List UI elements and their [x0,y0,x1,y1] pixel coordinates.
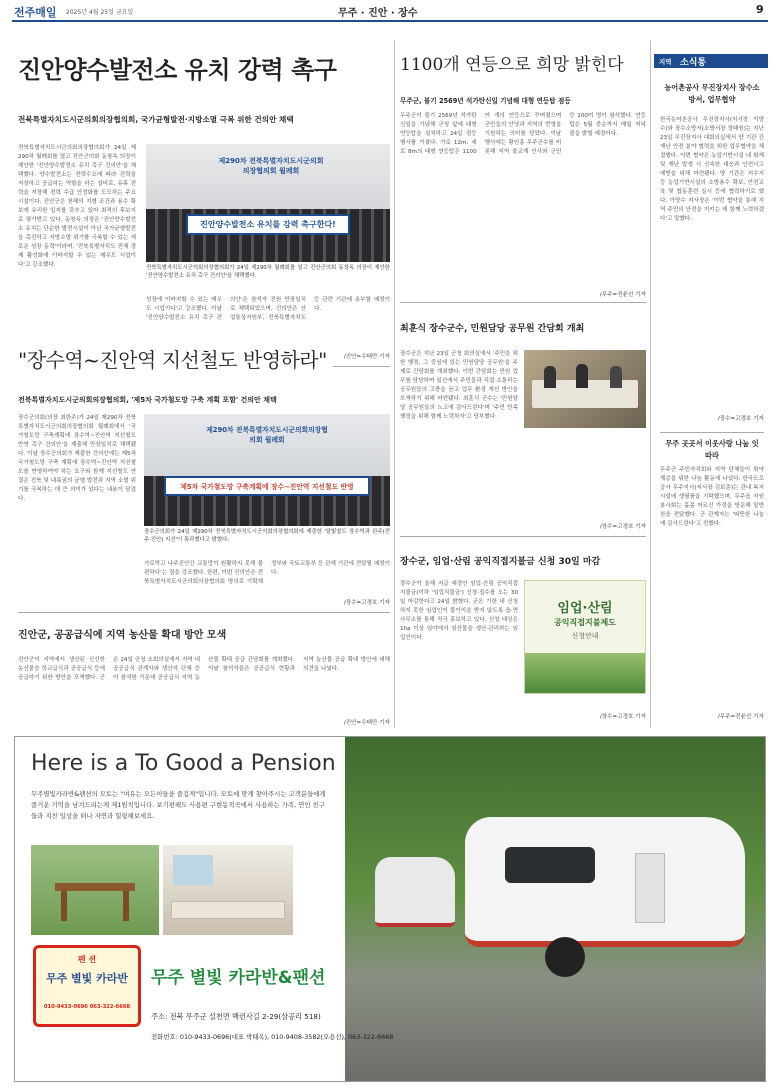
article1-subtitle: 전북특별자치도시군의회의장협의회, 국가균형발전·지방소멸 극복 위한 건의안 채택 [18,115,294,124]
ad-description: 무주별빛카라반&팬션의 모토는 "여유는 모든이들을 즐겁게"입니다. 모토에 맞게 찾아주시는 고객분들에게 즐거운 기억을 남겨드리는게 제1원칙입니다. 보기편해도 사용편 구현동적곡에서 사용하는 가족, 연인 친구들과 지친 일상을 떠나 자연과 힐링해보세요. [31,790,326,820]
ad-sign-name: 무주 별빛 카라반 [45,972,129,985]
pension-ad [14,736,766,1082]
article1-photo-banner-top: 제290차 전북특별자치도시군의회의장협의회 월례회 [218,157,324,175]
article3-title: 진안군, 공공급식에 지역 농산물 확대 방안 모색 [18,630,227,641]
ad-sign-small: 펜 션 [77,955,97,964]
article1-body-left: 전북특별자치도시군의회의장협의회가 24일 제290차 월례회를 열고 진안군의회 동창옥 의장이 제안한 '진안양수발전소 유치 촉구 건의안'을 채택했다. 양수발전소는 전력수요에 따라 전력을 저장하고 공급하는 역할을 하는 설비로, 유휴 전력을 저장해 전력 수급 안정화를 도모하는 주요 시설이다. 진안군은 천혜의 지형 조건과 용수 확보에 유리한 입지를 갖추고 있어 최적의 후보지로 평가받고 있다. 동창옥 의장은 '진안양수발전소 유치는 단순한 발전시설이 아닌 국가균형발전을 촉진하고 지방소멸 위기를 극복할 수 있는 새로운 성장 동력'이라며, '전북특별자치도 전체 경제 활성화에 이바지할 수 있는 매우도 시업이다'고 강조했다. [18,145,136,268]
sidebar-tag: 지역 [659,58,672,66]
article5-byline: /장수=고경호 기자 [599,524,646,530]
article1-photo [146,144,390,262]
article6-poster [524,580,646,694]
ad-photo-caravans [345,737,766,1082]
article2-body-left: 장수군의회(의장 최한주)가 24일 제290차 전북특별자치도시군의회의장협의회 월례회에서 '국가철도망 구축계획에 장수역~진안역 지선철도 반영 촉구 건의안'을 제출해 만장일치로 채택됐다. 이날 장수군의회가 제출한 건의안에는 제5차 국가철도망 구축 계획에 장수역~진안역 지선철도를 반영하여야 하는 요구와 함께 지선철도 연결은 전북 및 내륙권의 균형 발전과 지역 소멸 위기를 극복하는 데 큰 의미가 있다는 내용이 담겼다. [18,415,136,502]
sidebar-item1-title: 농어촌공사 무진장지사 장수소방서, 업무협약 [664,83,760,104]
article6-poster-title: 임업·산림 [557,601,613,616]
page-number: 9 [756,3,764,16]
article4-body: 무주군이 불기 2569년 석가탄신일을 기념해 군청 앞에 대형 연등탑을 설치하고 24일 점등 행사를 가졌다. 가로 12m, 세로 8m의 대형 연등탑은 1100여 개의 연등으로 꾸며졌으며 군민들의 안녕과 지역의 번영을 기원하는 의미를 담았다. 이날 행사에는 황인홍 무주군수를 비롯해 지역 불교계 인사와 군민 등 100여 명이 참석했다. 연등탑은 5월 중순까지 매일 저녁 불을 밝힐 예정이다. [400,113,646,155]
paper-name: 전주매일 [14,6,57,19]
article5-body-left: 장수군은 지난 23일 군청 회의실에서 '주민을 위한 행정, 그 중심에 있는 민원담당 공무원'을 주제로 간담회를 개최했다. 이번 간담회는 민원 업무를 담당하며 일선에서 주민들과 직접 소통하는 공무원들의 고충을 듣고 업무 환경 개선 방안을 모색하기 위해 마련됐다. 최훈식 군수는 '민원담당 공무원들의 노고에 감사드린다'며 '주민 만족 행정을 위해 함께 노력하자'고 당부했다. [400,351,518,420]
ad-photo-picnic [31,845,159,935]
article3-body: 진안군이 지역에서 생산된 신선한 농산물을 학교급식과 공공급식 등에 공급하기 위한 방안을 모색했다. 군은 24일 군청 소회의실에서 지역 내 공공급식 관계자와 생산자 단체 등이 참석한 가운데 공공급식 지역 농산물 확대 공급 간담회를 개최했다. 이날 참석자들은 공공급식 현황과 지역 농산물 공급 확대 방안에 대해 의견을 나눴다. [18,657,390,681]
article2-photo-banner-main: 제5차 국가철도망 구축계획에 장수~진안역 지선철도 반영 [164,476,370,496]
article2-byline: /장수=고경호 기자 [343,600,390,606]
sidebar-header-title: 소식통 [680,58,707,68]
article2-body-mid: 가로막고 나주진안간 교통망이 원활하지 못해 불편하다'는 점을 강조했다. 한편, 이번 건의안은 전북특별자치도시군의회의장협의회 명의로 기획재정부와 국토교통부 등 관계 기관에 전달될 예정이다. [144,561,390,585]
ad-sign [33,945,141,1027]
ad-photo-interior [163,845,293,935]
article6-poster-subtitle: 공익직접지불제도 [554,618,616,627]
ad-brand: 무주 별빛 카라반&팬션 [151,968,326,988]
ad-phone: 전화번호: 010-9433-0696(대표 박태옥), 010-9408-3582(오용선), 063-322-6668 [151,1033,394,1041]
ad-sign-phone: 010-9433-0696 063-322-6668 [43,1004,131,1010]
ad-headline: Here is a To Good a Pension [31,751,336,776]
sidebar-item1-body: 한국농어촌공사 무진장지사(지사장 이양수)와 장수소방서(소방서장 정태원)는 지난 23일 무진장지사 대회의실에서 양 기관 간 재난 안전 분야 협력을 위한 업무협약을 체결했다. 이번 협약은 농업기반시설 내 화재 및 재난 발생 시 신속한 대응과 안전사고 예방을 위해 마련됐다. 양 기관은 저수지 등 농업기반시설의 소방용수 확보, 안전교육 및 합동훈련 실시 등에 협력하기로 했다. 이양수 지사장은 '이번 협약을 통해 지역 주민의 안전을 지키는 데 함께 노력하겠다'고 말했다. [660,117,764,222]
article3-byline: /진안=우태만 기자 [343,720,390,726]
article6-body: 장수군이 올해 지급 예정인 임업·산림 공익직접지불금(이하 '임업직불금') 신청·접수를 오는 30일 마감한다고 24일 밝혔다. 군은 기한 내 신청하지 못한 임업인이 불이익을 받지 않도록 읍·면사무소를 통해 적극 홍보하고 있다. 신청 대상은 1ha 이상 임야에서 임산물을 생산·관리하는 임업인이다. [400,581,518,641]
article4-byline: /무주=전윤선 기자 [599,292,646,298]
masthead [0,0,778,20]
ad-address: 주소: 전북 무주군 설천면 백련사길 2-29(삼공리 518) [151,1012,321,1021]
article1-body-right: 성장에 이바지할 수 있는 매우도 시업이다'고 강조했다. 이날 '진안양수발전소 유치 촉구 건의안'은 참석자 전원 만장일치로 채택되었으며, 건의안은 산업통상자원부, 전북특별자치도 등 관련 기관에 송부할 예정이다. [146,297,390,321]
article2-photo-banner-top: 제290차 전북특별자치도시군의회의장협의회 월례회 [206,426,328,444]
article2-title: "장수역~진안역 지선철도 반영하라" [18,344,333,373]
article6-title: 장수군, 임업·산림 공익직접지불금 신청 30일 마감 [400,557,601,567]
sidebar-item2-body: 무주군 주민자치회와 지역 단체들이 취약계층을 위한 나눔 활동에 나섰다. 한국도로공사 무주지사(지사장 김보준)는 관내 복지시설에 생필품을 기탁했으며, 무주읍 자원봉사회는 홀몸 어르신 가정을 방문해 밑반찬을 전달했다. 군 관계자는 '따뜻한 나눔에 감사드린다'고 전했다. [660,467,764,527]
article2-subtitle: 전북특별자치도시군의회의장협의회, '제5차 국가철도망 구축 계획 포함' 건의안 채택 [18,396,277,404]
article5-title: 최훈식 장수군수, 민원담당 공무원 간담회 개최 [400,324,585,334]
article6-poster-apply: 신청안내 [571,632,599,640]
article4-title: 1100개 연등으로 희망 밝힌다 [400,55,624,75]
sidebar-header [654,54,768,68]
section-title: 무주 · 진안 · 장수 [338,8,418,19]
article5-photo [524,350,646,428]
sidebar-item2-byline: /무주=전윤선 기자 [717,714,764,720]
article4-subtitle: 무주군, 불기 2569년 석가탄신일 기념해 대형 연등탑 점등 [400,97,571,105]
article1-title: 진안양수발전소 유치 강력 촉구 [18,56,337,84]
article1-caption: 전북특별자치도시군의회의장협의회가 24일 제290차 월례회를 열고 진안군의회 동창옥 의장이 제안한 '진안양수발전소 유치 촉구 건의안'을 채택했다. [146,265,390,279]
article1-photo-banner-main: 진안양수발전소 유치를 강력 촉구한다! [186,214,350,235]
article2-photo [144,414,390,526]
issue-date: 2025년 4월 25일 금요일 [66,9,134,16]
article1-byline: /진안=우태만 기자 [343,354,390,360]
article2-caption: 장수군의회가 24일 제290차 전북특별자치도시군의회의장협의회에 제출한 '달빛철도 장수역과 완주(전주·진안) 지선'이 통과했다고 밝혔다. [144,529,390,543]
sidebar-item1-byline: /장수=고경호 기자 [717,416,764,422]
article6-byline: /장수=고경호 기자 [599,714,646,720]
sidebar-item2-title: 무주 곳곳서 이웃사랑 나눔 잇따라 [665,439,759,460]
